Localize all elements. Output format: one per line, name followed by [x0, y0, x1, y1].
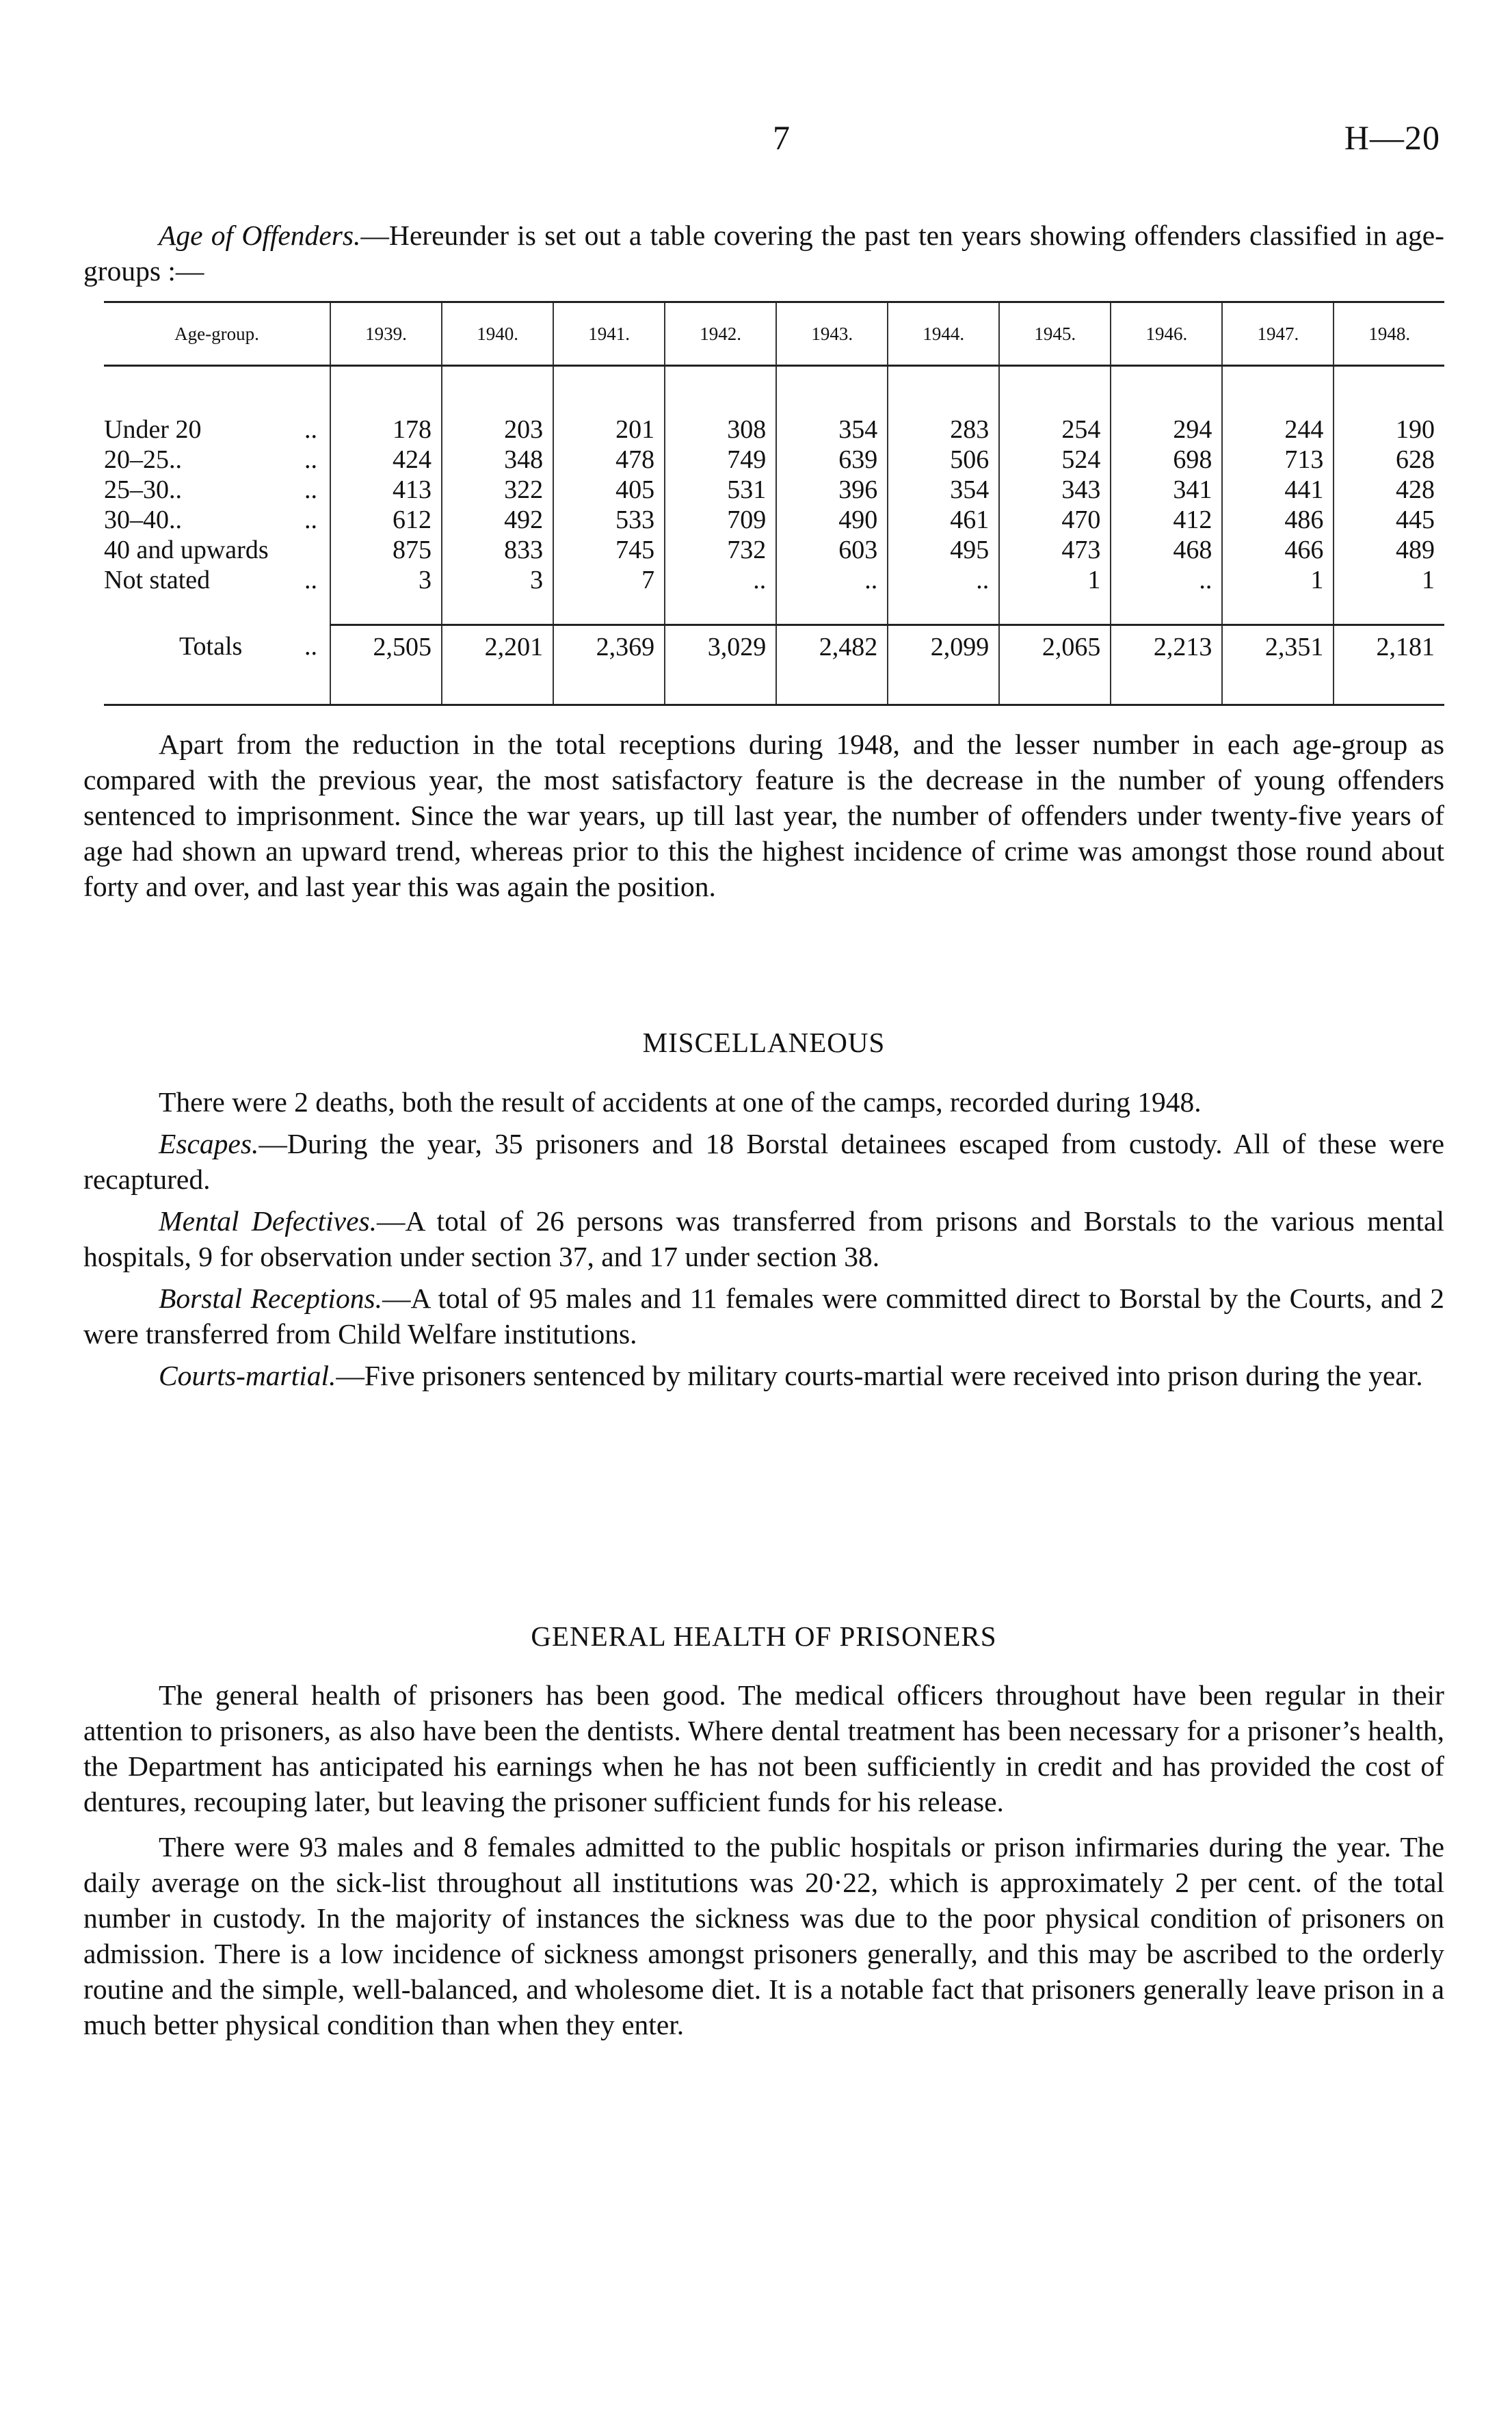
misc-lead: Mental Defectives. [159, 1205, 377, 1237]
table-cell: 506 [888, 445, 999, 475]
table-cell: 424 [330, 445, 442, 475]
column-header: 1946. [1111, 302, 1222, 366]
table-cell: 2,482 [776, 625, 888, 669]
table-row [104, 565, 1444, 595]
table-cell: 7 [553, 565, 665, 595]
table-cell: 283 [888, 415, 999, 445]
table-cell: 445 [1334, 505, 1444, 535]
misc-lead: Courts-martial. [159, 1360, 336, 1391]
general-health-heading: GENERAL HEALTH OF PRISONERS [531, 1620, 997, 1652]
table-cell: 254 [999, 415, 1111, 445]
intro-text: —Hereunder is set out a table covering the past ten years showing offenders classified in age-groups :— [83, 220, 1444, 287]
table-cell: 2,099 [888, 625, 999, 669]
table-cell: 490 [776, 505, 888, 535]
table-cell: 489 [1334, 535, 1444, 565]
miscellaneous-section [83, 1084, 1444, 1399]
leader-dots: .. [304, 631, 317, 661]
table-cell: 3,029 [665, 625, 776, 669]
table-cell: 428 [1334, 475, 1444, 505]
table-cell: .. [665, 565, 776, 595]
row-label-cell [104, 445, 330, 475]
table-cell: 698 [1111, 445, 1222, 475]
row-label-cell [104, 415, 330, 445]
row-label: Under 20 [104, 415, 202, 444]
health-paragraph: The general health of prisoners has been good. The medical officers throughout have been regular in their attention to prisoners, as also have been the dentists. Where dental treatment has been necessary for a prisoner’s health, the Department has anticipated his earnings when he has not been sufficiently in credit and has provided the cost of dentures, recouping later, but leaving the prisoner sufficient funds for his release. [83, 1679, 1444, 1817]
table-row [104, 535, 1444, 565]
table-cell: 875 [330, 535, 442, 565]
totals-row [104, 625, 1444, 669]
table-cell: 178 [330, 415, 442, 445]
page-number: 7 [773, 118, 790, 157]
table-cell: 308 [665, 415, 776, 445]
table-cell: 749 [665, 445, 776, 475]
misc-text: —Five prisoners sentenced by military courts-martial were received into prison during the year. [336, 1360, 1423, 1391]
table-cell: 2,369 [553, 625, 665, 669]
table-cell: 201 [553, 415, 665, 445]
intro-lead: Age of Offenders. [159, 220, 361, 251]
table-cell: 354 [776, 415, 888, 445]
table-spacer [104, 595, 1444, 625]
table-cell: 473 [999, 535, 1111, 565]
row-label: 25–30.. [104, 475, 182, 504]
running-header [83, 118, 1444, 166]
misc-text: —A total of 26 persons was transferred from prisons and Borstals to the various mental hospitals, 9 for observation under section 37, and 17 under section 38. [83, 1205, 1445, 1272]
row-label: 30–40.. [104, 505, 182, 534]
leader-dots: .. [304, 475, 317, 504]
table-cell: 2,213 [1111, 625, 1222, 669]
leader-dots: .. [304, 505, 317, 534]
table-row [104, 475, 1444, 505]
document-reference: H—20 [1344, 118, 1440, 157]
table-cell: 461 [888, 505, 999, 535]
misc-lead: Borstal Receptions. [159, 1283, 382, 1314]
column-header: 1943. [776, 302, 888, 366]
table-cell: 1 [999, 565, 1111, 595]
miscellaneous-heading: MISCELLANEOUS [642, 1027, 886, 1058]
health-paragraph: There were 93 males and 8 females admitted to the public hospitals or prison infirmaries during the year. The daily average on the sick-list throughout all institutions was 20·22, which is approximately 2 per cent. of the total number in custody. In the majority of instances the sickness was due to the poor physical condition of prisoners on admission. There is a low incidence of sickness amongst prisoners generally, and this may be ascribed to the orderly routine and the simple, well-balanced, and wholesome diet. It is a notable fact that prisoners generally leave prison in a much better physical condition than when they enter. [83, 1831, 1444, 2040]
table-spacer [104, 668, 1444, 705]
table-cell: 466 [1222, 535, 1334, 565]
misc-paragraph-escapes [83, 1126, 1444, 1197]
table-cell: 2,065 [999, 625, 1111, 669]
leader-dots: .. [304, 566, 317, 594]
age-of-offenders-table-wrap [104, 301, 1444, 706]
table-cell: .. [888, 565, 999, 595]
misc-paragraph-courts-martial [83, 1358, 1444, 1393]
table-cell: 244 [1222, 415, 1334, 445]
intro-paragraph [83, 218, 1444, 289]
misc-paragraph-mental-defectives [83, 1203, 1444, 1274]
column-header: 1945. [999, 302, 1111, 366]
table-header-row [104, 302, 1444, 366]
table-cell: 639 [776, 445, 888, 475]
table-spacer [104, 366, 1444, 415]
column-header: 1939. [330, 302, 442, 366]
general-health-section [83, 1677, 1444, 2052]
table-cell: 354 [888, 475, 999, 505]
leader-dots: .. [304, 445, 317, 474]
table-cell: 203 [442, 415, 553, 445]
table-cell: 603 [776, 535, 888, 565]
table-cell: 2,351 [1222, 625, 1334, 669]
table-cell: 470 [999, 505, 1111, 535]
age-of-offenders-table [104, 301, 1444, 706]
table-cell: 396 [776, 475, 888, 505]
row-label: Not stated [104, 566, 211, 594]
row-label-cell [104, 625, 330, 669]
table-cell: 524 [999, 445, 1111, 475]
table-cell: 1 [1222, 565, 1334, 595]
table-cell: 533 [553, 505, 665, 535]
misc-paragraph-deaths [83, 1084, 1444, 1120]
column-header: 1942. [665, 302, 776, 366]
column-header: 1940. [442, 302, 553, 366]
table-cell: 628 [1334, 445, 1444, 475]
table-cell: 612 [330, 505, 442, 535]
table-cell: 343 [999, 475, 1111, 505]
table-cell: 709 [665, 505, 776, 535]
table-cell: 413 [330, 475, 442, 505]
table-row [104, 445, 1444, 475]
table-cell: 495 [888, 535, 999, 565]
table-row [104, 505, 1444, 535]
table-cell: 1 [1334, 565, 1444, 595]
table-row [104, 415, 1444, 445]
table-cell: 294 [1111, 415, 1222, 445]
table-cell: 2,201 [442, 625, 553, 669]
row-label: 40 and upwards [104, 536, 269, 564]
row-label-cell [104, 505, 330, 535]
table-cell: 833 [442, 535, 553, 565]
table-cell: 190 [1334, 415, 1444, 445]
table-cell: 745 [553, 535, 665, 565]
table-cell: 492 [442, 505, 553, 535]
table-cell: .. [776, 565, 888, 595]
table-cell: 341 [1111, 475, 1222, 505]
misc-paragraph-borstal-receptions [83, 1280, 1444, 1352]
row-label-cell [104, 565, 330, 595]
table-cell: 713 [1222, 445, 1334, 475]
table-cell: 531 [665, 475, 776, 505]
row-label: Totals [179, 632, 243, 661]
table-cell: 2,505 [330, 625, 442, 669]
table-cell: 322 [442, 475, 553, 505]
misc-text: —A total of 95 males and 11 females were committed direct to Borstal by the Courts, and 2 were transferred from Child Welfare institutions. [83, 1283, 1444, 1350]
misc-text: —During the year, 35 prisoners and 18 Borstal detainees escaped from custody. All of these were recaptured. [83, 1128, 1444, 1195]
table-cell: 441 [1222, 475, 1334, 505]
column-header: 1944. [888, 302, 999, 366]
leader-dots: .. [304, 415, 317, 444]
table-cell: 468 [1111, 535, 1222, 565]
table-cell: 732 [665, 535, 776, 565]
table-cell: 2,181 [1334, 625, 1444, 669]
table-cell: 348 [442, 445, 553, 475]
misc-text: There were 2 deaths, both the result of accidents at one of the camps, recorded during 1948. [159, 1086, 1202, 1118]
column-header: 1941. [553, 302, 665, 366]
table-cell: 478 [553, 445, 665, 475]
table-cell: 405 [553, 475, 665, 505]
column-header: Age-group. [104, 302, 330, 366]
analysis-paragraph: Apart from the reduction in the total receptions during 1948, and the lesser number in each age-group as compared with the previous year, the most satisfactory feature is the decrease in the number of young offenders sentenced to imprisonment. Since the war years, up till last year, the number of offenders under twenty-five years of age had shown an upward trend, whereas prior to this the highest incidence of crime was amongst those round about forty and over, and last year this was again the position. [83, 728, 1444, 902]
row-label-cell [104, 475, 330, 505]
table-cell: 3 [442, 565, 553, 595]
table-cell: 412 [1111, 505, 1222, 535]
misc-lead: Escapes. [159, 1128, 259, 1159]
row-label-cell [104, 535, 330, 565]
row-label: 20–25.. [104, 445, 182, 474]
column-header: 1948. [1334, 302, 1444, 366]
table-cell: 3 [330, 565, 442, 595]
column-header: 1947. [1222, 302, 1334, 366]
table-cell: .. [1111, 565, 1222, 595]
table-cell: 486 [1222, 505, 1334, 535]
